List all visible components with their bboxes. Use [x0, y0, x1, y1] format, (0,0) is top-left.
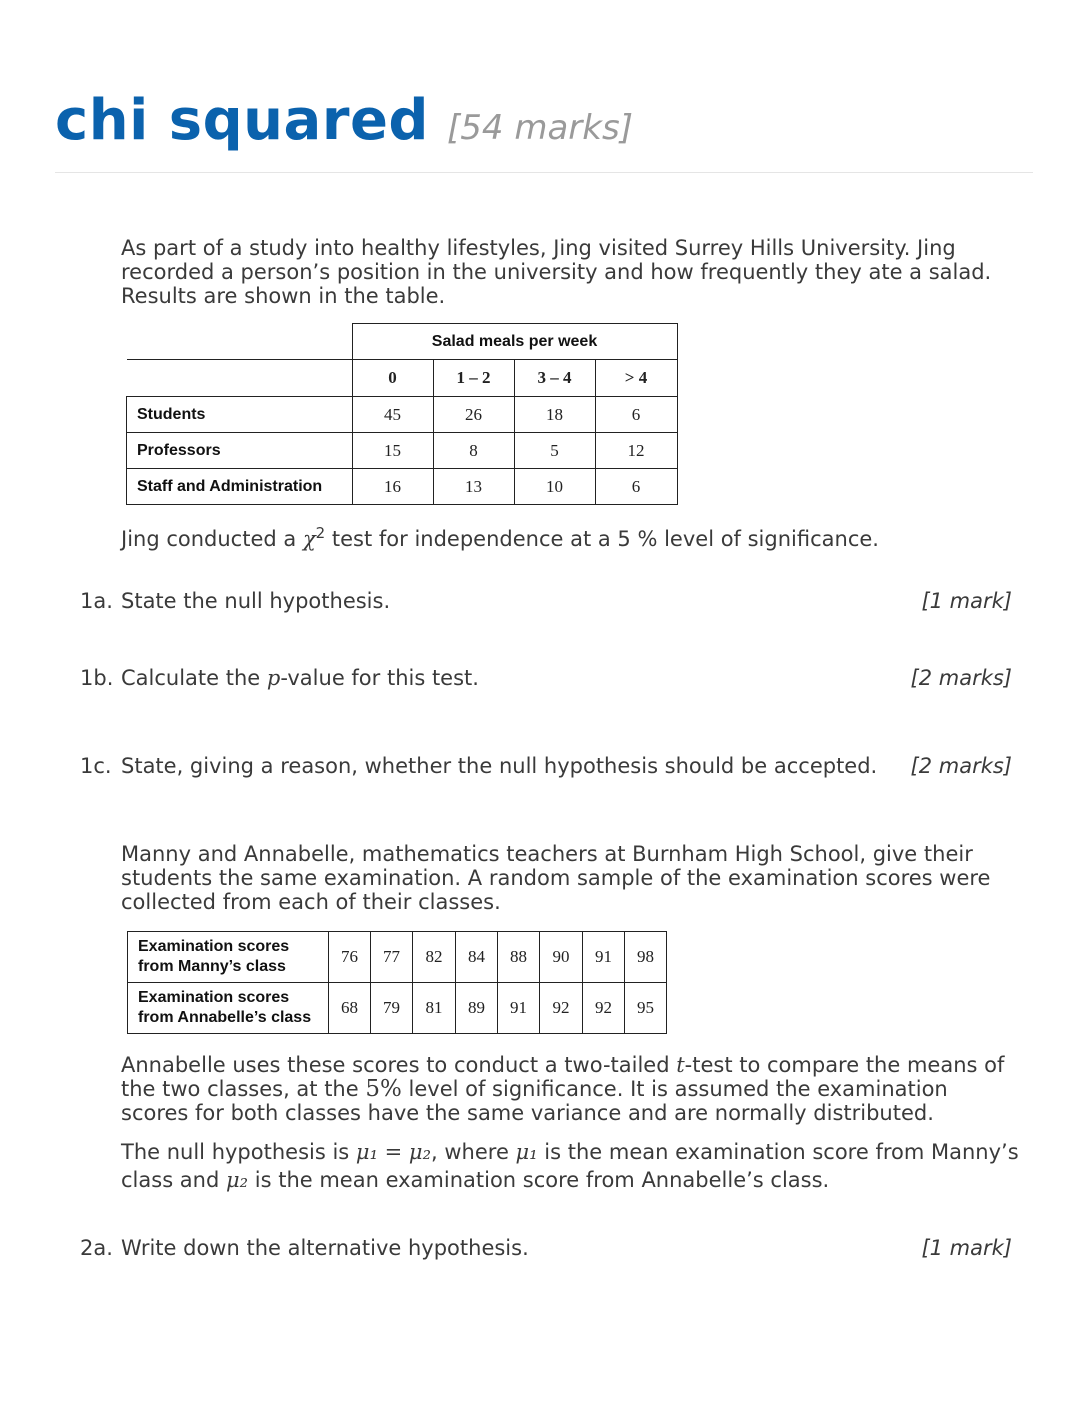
question-marks: [1 mark]: [921, 1236, 1012, 1260]
table-cell: 98: [625, 932, 667, 983]
intro-paragraph-5: The null hypothesis is μ₁ = μ₂, where μ₁ is the mean examination score from Manny’s class and μ₂ is the mean examination score from Annabelle’s class.: [121, 1140, 1019, 1192]
intro-paragraph-3: Manny and Annabelle, mathematics teachers at Burnham High School, give their students the same examination. A random sample of the examination scores were collected from each of their classes.: [121, 842, 991, 914]
table-cell: 90: [540, 932, 583, 983]
table-row: [127, 397, 678, 433]
table-cell: 88: [498, 932, 540, 983]
table-cell: 76: [329, 932, 371, 983]
table-cell: 82: [413, 932, 456, 983]
table-cell: 92: [540, 983, 583, 1034]
question-text: State the null hypothesis.: [121, 589, 391, 613]
question-number: 1c.: [80, 754, 112, 778]
table-cell: 95: [625, 983, 667, 1034]
column-header: 3 – 4: [514, 360, 595, 397]
question-text: Write down the alternative hypothesis.: [121, 1236, 529, 1260]
table-cell: 84: [456, 932, 498, 983]
table-row: [128, 983, 667, 1034]
table-cell: 45: [352, 397, 433, 433]
table-cell: 8: [433, 433, 514, 469]
hypothesis-equation: μ₁ = μ₂: [355, 1140, 432, 1164]
table-cell: 91: [583, 932, 625, 983]
table-cell: 18: [514, 397, 595, 433]
salad-meals-table: [126, 323, 678, 505]
column-header: 1 – 2: [433, 360, 514, 397]
table-cell: 13: [433, 469, 514, 505]
table-cell: 6: [595, 397, 677, 433]
table-cell: 81: [413, 983, 456, 1034]
question-number: 2a.: [80, 1236, 113, 1260]
table-group-header: Salad meals per week: [352, 324, 677, 360]
table-cell: 12: [595, 433, 677, 469]
page-title: chi squared: [55, 88, 430, 153]
column-header: > 4: [595, 360, 677, 397]
table-cell: 79: [371, 983, 413, 1034]
table-row: [127, 433, 678, 469]
intro-paragraph-2: Jing conducted a $\chi^2$ test for independence at a 5 % level of significance.: [121, 524, 879, 551]
question-marks: [2 marks]: [910, 666, 1012, 690]
table-row: [127, 469, 678, 505]
table-row: [128, 932, 667, 983]
table-cell: 89: [456, 983, 498, 1034]
table-cell: 91: [498, 983, 540, 1034]
table-cell: 16: [352, 469, 433, 505]
question-text: State, giving a reason, whether the null hypothesis should be accepted.: [121, 754, 878, 778]
table-cell: 5: [514, 433, 595, 469]
intro-paragraph-4: Annabelle uses these scores to conduct a two-tailed t-test to compare the means of the two classes, at the 5% level of significance. It is assumed the examination scores for both classes have the same variance and are normally distributed.: [121, 1053, 1005, 1125]
total-marks: [54 marks]: [447, 108, 633, 148]
row-label: Examination scores from Manny’s class: [128, 932, 329, 983]
intro-paragraph-1: As part of a study into healthy lifestyles, Jing visited Surrey Hills University. Jing recorded a person’s position in the university and how frequently they ate a salad. Results are shown in the table.: [121, 236, 992, 308]
exam-scores-table: [127, 931, 667, 1034]
table-cell: 15: [352, 433, 433, 469]
table-cell: 68: [329, 983, 371, 1034]
row-label: Examination scores from Annabelle’s class: [128, 983, 329, 1034]
question-marks: [1 mark]: [921, 589, 1012, 613]
question-text: Calculate the p-value for this test.: [121, 666, 479, 690]
chi-symbol: $\chi^2$: [302, 524, 326, 551]
question-number: 1a.: [80, 589, 113, 613]
row-label: Professors: [127, 433, 353, 469]
table-cell: 77: [371, 932, 413, 983]
question-marks: [2 marks]: [910, 754, 1012, 778]
page-header: [55, 88, 1033, 173]
row-label: Students: [127, 397, 353, 433]
question-number: 1b.: [80, 666, 114, 690]
table-cell: 6: [595, 469, 677, 505]
table-cell: 10: [514, 469, 595, 505]
column-header: 0: [352, 360, 433, 397]
table-cell: 26: [433, 397, 514, 433]
row-label: Staff and Administration: [127, 469, 353, 505]
table-cell: 92: [583, 983, 625, 1034]
